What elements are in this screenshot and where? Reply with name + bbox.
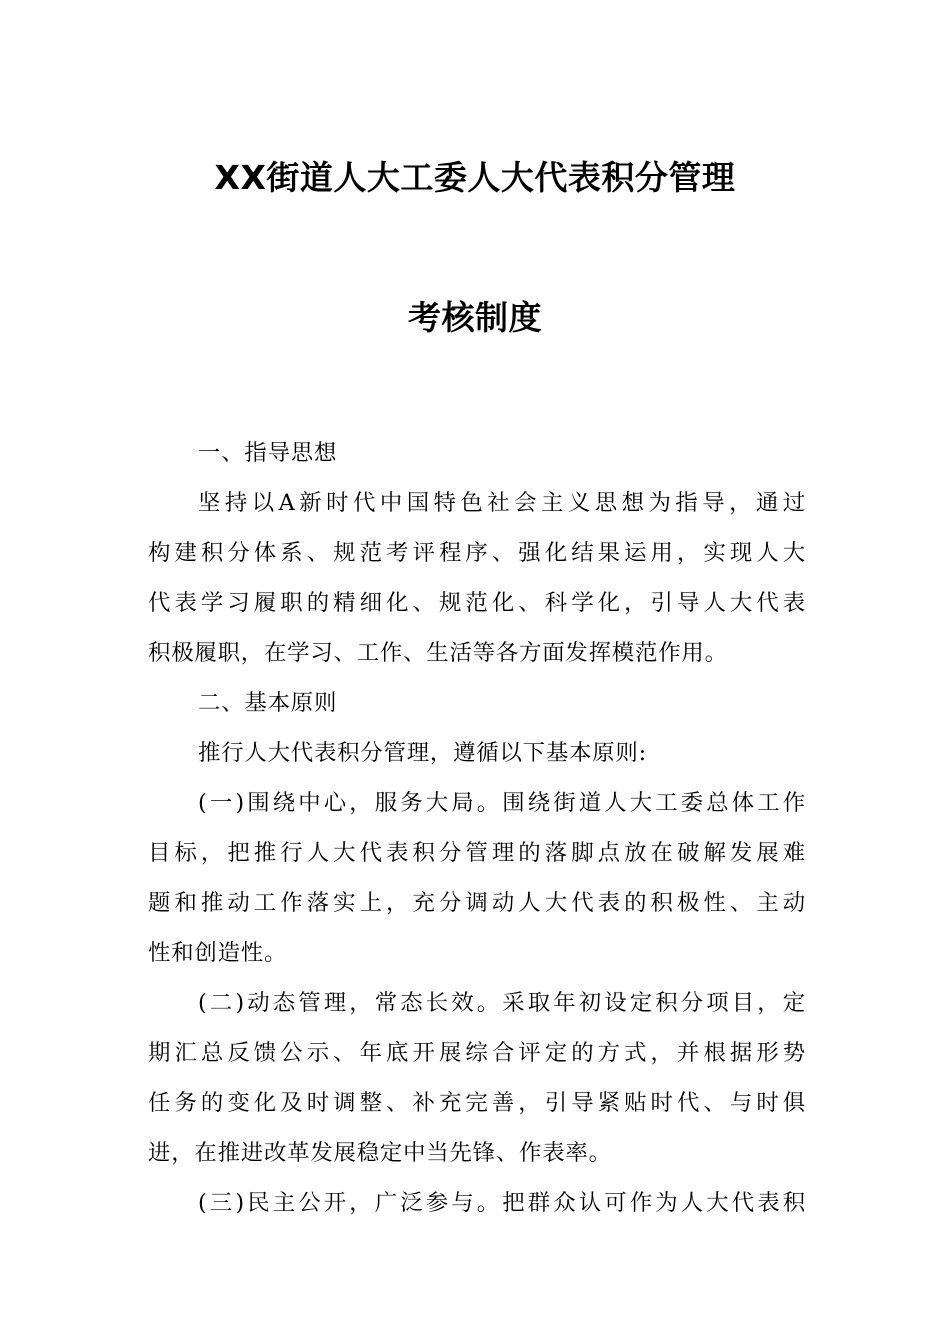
paragraph-line: 期汇总反馈公示、年底开展综合评定的方式，并根据形势 xyxy=(148,1040,806,1066)
document-title-line-1: XX街道人大工委人大代表积分管理 xyxy=(214,158,736,197)
section-heading-basic-principles: 二、基本原则 xyxy=(198,690,338,716)
section-heading-guiding-thought: 一、指导思想 xyxy=(198,440,338,466)
paragraph-line: (一)围绕中心，服务大局。围绕街道人大工委总体工作 xyxy=(198,790,806,816)
paragraph-line: 构建积分体系、规范考评程序、强化结果运用，实现人大 xyxy=(148,540,806,566)
paragraph-line: 题和推动工作落实上，充分调动人大代表的积极性、主动 xyxy=(148,890,806,916)
paragraph-line: (二)动态管理，常态长效。采取年初设定积分项目，定 xyxy=(198,990,806,1016)
paragraph-line: 进，在推进改革发展稳定中当先锋、作表率。 xyxy=(148,1140,612,1166)
paragraph-line: 积极履职，在学习、工作、生活等各方面发挥模范作用。 xyxy=(148,640,728,666)
document-body xyxy=(148,428,806,1228)
paragraph-line: 坚持以A新时代中国特色社会主义思想为指导，通过 xyxy=(198,490,806,516)
paragraph-line: 任务的变化及时调整、补充完善，引导紧贴时代、与时俱 xyxy=(148,1090,806,1116)
paragraph-line: 性和创造性。 xyxy=(148,940,288,966)
paragraph-line: (三)民主公开，广泛参与。把群众认可作为人大代表积 xyxy=(198,1190,806,1216)
paragraph-line: 代表学习履职的精细化、规范化、科学化，引导人大代表 xyxy=(148,590,806,616)
paragraph-line: 推行人大代表积分管理，遵循以下基本原则: xyxy=(198,740,647,766)
document-title-line-2: 考核制度 xyxy=(408,298,542,337)
paragraph-line: 目标，把推行人大代表积分管理的落脚点放在破解发展难 xyxy=(148,840,806,866)
